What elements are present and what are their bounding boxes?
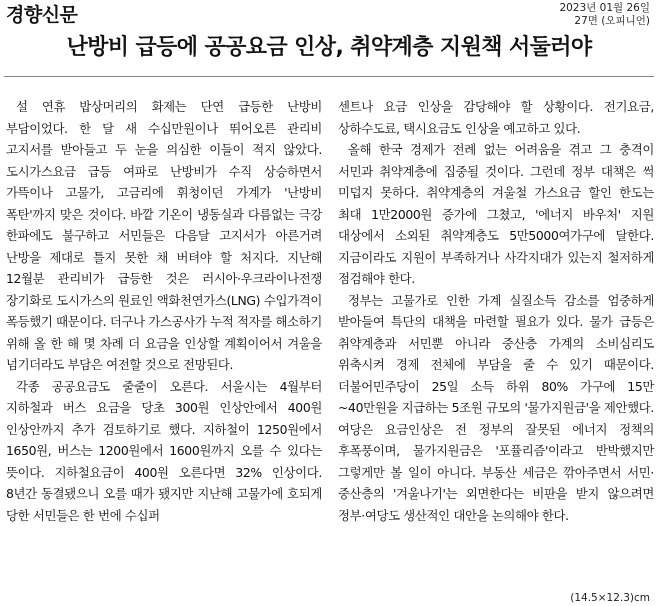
paragraph: 설 연휴 밥상머리의 화제는 단연 급등한 난방비 부담이었다. 한 달 새 수십만원이나 뛰어오른 관리비 고지서를 받아들고 두 눈을 의심한 이들이 적지 않았다. 도시가스요금 급등 여파로 난방비가 수직 상승하면서 가뜩이나 고물가, 고금리에 휘청이던 가계가 '난방비 폭탄'까지 맞은 것이다. 바깥 기온이 냉동실과 다름없는 극강 한파에도 불구하고 서민들은 다음달 고지서가 아른거려 난방을 제대로 틀지 못한 채 버텨야 할 처지다. 지난해 12월분 관리비가 급등한 것은 러시아·우크라이나전쟁 장기화로 도시가스의 원료인 액화천연가스(LNG) 수입가격이 폭등했기 때문이다. 더구나 가스공사가 누적 적자를 해소하기 위해 올 한 해 몇 차례 더 요금을 인상할 계획이어서 겨울을 넘기더라도 부담은 여전할 것으로 전망된다. [6,99,322,372]
publication-meta [559,2,650,28]
publication-date: 2023년 01월 26일 [559,2,650,14]
headline-divider [4,76,654,77]
paragraph: 정부는 고물가로 인한 가계 실질소득 감소를 엄중하게 받아들여 특단의 대책을 마련할 필요가 있다. 물가 급등은 취약계층과 서민뿐 아니라 중산층 가계의 소비심리도 위축시켜 경제 전체에 부담을 줄 수 있기 때문이다. 더불어민주당이 25일 소득 하위 80% 가구에 15만~40만원을 지급하는 5조원 규모의 '물가지원금'을 제안했다. 여당은 요금인상은 전 정부의 잘못된 에너지 정책의 후폭풍이며, 물가지원금은 '포퓰리즘'이라고 반박했지만 그렇게만 볼 일이 아니다. 부동산 세금은 깎아주면서 서민·중산층의 '겨울나기'는 외면한다는 비판을 받지 않으려면 정부·여당도 생산적인 대안을 논의해야 한다. [338,292,654,523]
newspaper-masthead: 경향신문 [6,4,78,26]
page-section: 27면 (오피니언) [574,15,650,27]
article-column-right [338,96,654,526]
paragraph: 각종 공공요금도 줄줄이 오른다. 서울시는 4월부터 지하철과 버스 요금을 당초 300원 인상안에서 400원 인상안까지 추가 검토하기로 했다. 지하철이 1250원에서 1650원, 버스는 1200원에서 1600원까지 오를 수 있다는 뜻이다. 지하철요금이 400원 오른다면 32% 인상이다. 8년간 동결됐으니 오를 때가 됐지만 지난해 고물가에 호되게 당한 서민들은 한 번에 수십퍼 [6,378,322,523]
clipping-size-note: (14.5×12.3)cm [570,592,650,604]
paragraph-continuation: 센트나 요금 인상을 감당해야 할 상황이다. 전기요금, 상하수도료, 택시요금도 인상을 예고하고 있다. [338,99,654,136]
article-column-left [6,96,322,526]
paragraph: 올해 한국 경제가 전례 없는 어려움을 겪고 그 충격이 서민과 취약계층에 집중될 것이다. 그런데 정부 대책은 썩 미덥지 못하다. 취약계층의 겨울철 가스요금 할인 한도는 최대 1만2000원 증가에 그쳤고, '에너지 바우처' 지원 대상에서 소외된 취약계층도 5만5000여가구에 달한다. 지금이라도 지원이 부족하거나 사각지대가 있는지 철저하게 점검해야 한다. [338,142,654,286]
article-headline: 난방비 급등에 공공요금 인상, 취약계층 지원책 서둘러야 [66,35,592,60]
